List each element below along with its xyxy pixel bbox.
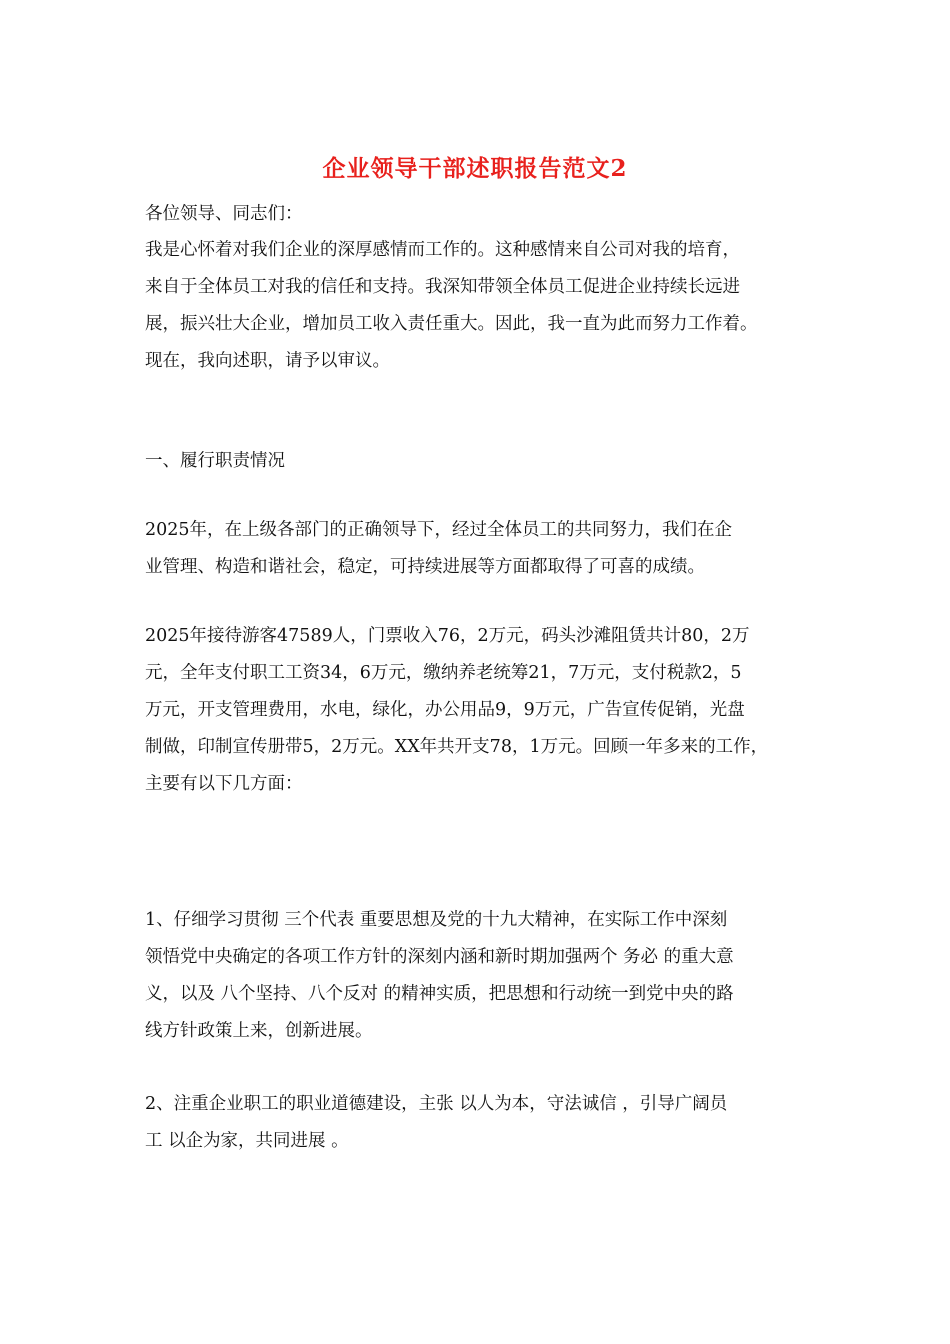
paragraph-summary [145, 512, 825, 586]
text-line: 来自于全体员工对我的信任和支持。我深知带领全体员工促进企业持续长远进 [145, 277, 740, 297]
text-line: 业管理、构造和谐社会，稳定，可持续进展等方面都取得了可喜的成绩。 [145, 557, 705, 577]
text-line: 义，以及 八个坚持、八个反对 的精神实质，把思想和行动统一到党中央的路 [145, 984, 734, 1004]
salutation [145, 196, 825, 233]
document-title: 企业领导干部述职报告范文2 [322, 155, 628, 182]
text-line: 领悟党中央确定的各项工作方针的深刻内涵和新时期加强两个 务必 的重大意 [145, 947, 734, 967]
text-line: 2025年接待游客47589人，门票收入76，2万元，码头沙滩阻赁共计80，2万 [145, 626, 750, 646]
salutation-line: 各位领导、同志们： [145, 204, 303, 224]
text-line: 现在，我向述职，请予以审议。 [145, 351, 390, 371]
text-line: 工 以企为家，共同进展 。 [145, 1131, 349, 1151]
text-line: 2025年，在上级各部门的正确领导下，经过全体员工的共同努力，我们在企 [145, 520, 733, 540]
paragraph-intro [145, 232, 825, 380]
text-line: 制做，印制宣传册带5，2万元。XX年共开支78，1万元。回顾一年多来的工作， [145, 737, 769, 757]
text-line: 我是心怀着对我们企业的深厚感情而工作的。这种感情来自公司对我的培育， [145, 240, 740, 260]
text-line: 主要有以下几方面： [145, 774, 303, 794]
heading-line: 一、履行职责情况 [145, 451, 285, 471]
text-line: 1、仔细学习贯彻 三个代表 重要思想及党的十九大精神，在实际工作中深刻 [145, 910, 728, 930]
text-line: 展，振兴壮大企业，增加员工收入责任重大。因此，我一直为此而努力工作着。 [145, 314, 758, 334]
paragraph-item-2 [145, 1086, 825, 1160]
text-line: 元，全年支付职工工资34，6万元，缴纳养老统筹21，7万元，支付税款2，5 [145, 663, 742, 683]
paragraph-figures [145, 618, 825, 803]
text-line: 万元，开支管理费用，水电，绿化，办公用品9，9万元，广告宣传促销，光盘 [145, 700, 745, 720]
text-line: 2、注重企业职工的职业道德建设，主张 以人为本，守法诚信 ，引导广阔员 [145, 1094, 728, 1114]
text-line: 线方针政策上来，创新进展。 [145, 1021, 373, 1041]
paragraph-item-1 [145, 902, 825, 1050]
section-heading [145, 443, 825, 480]
